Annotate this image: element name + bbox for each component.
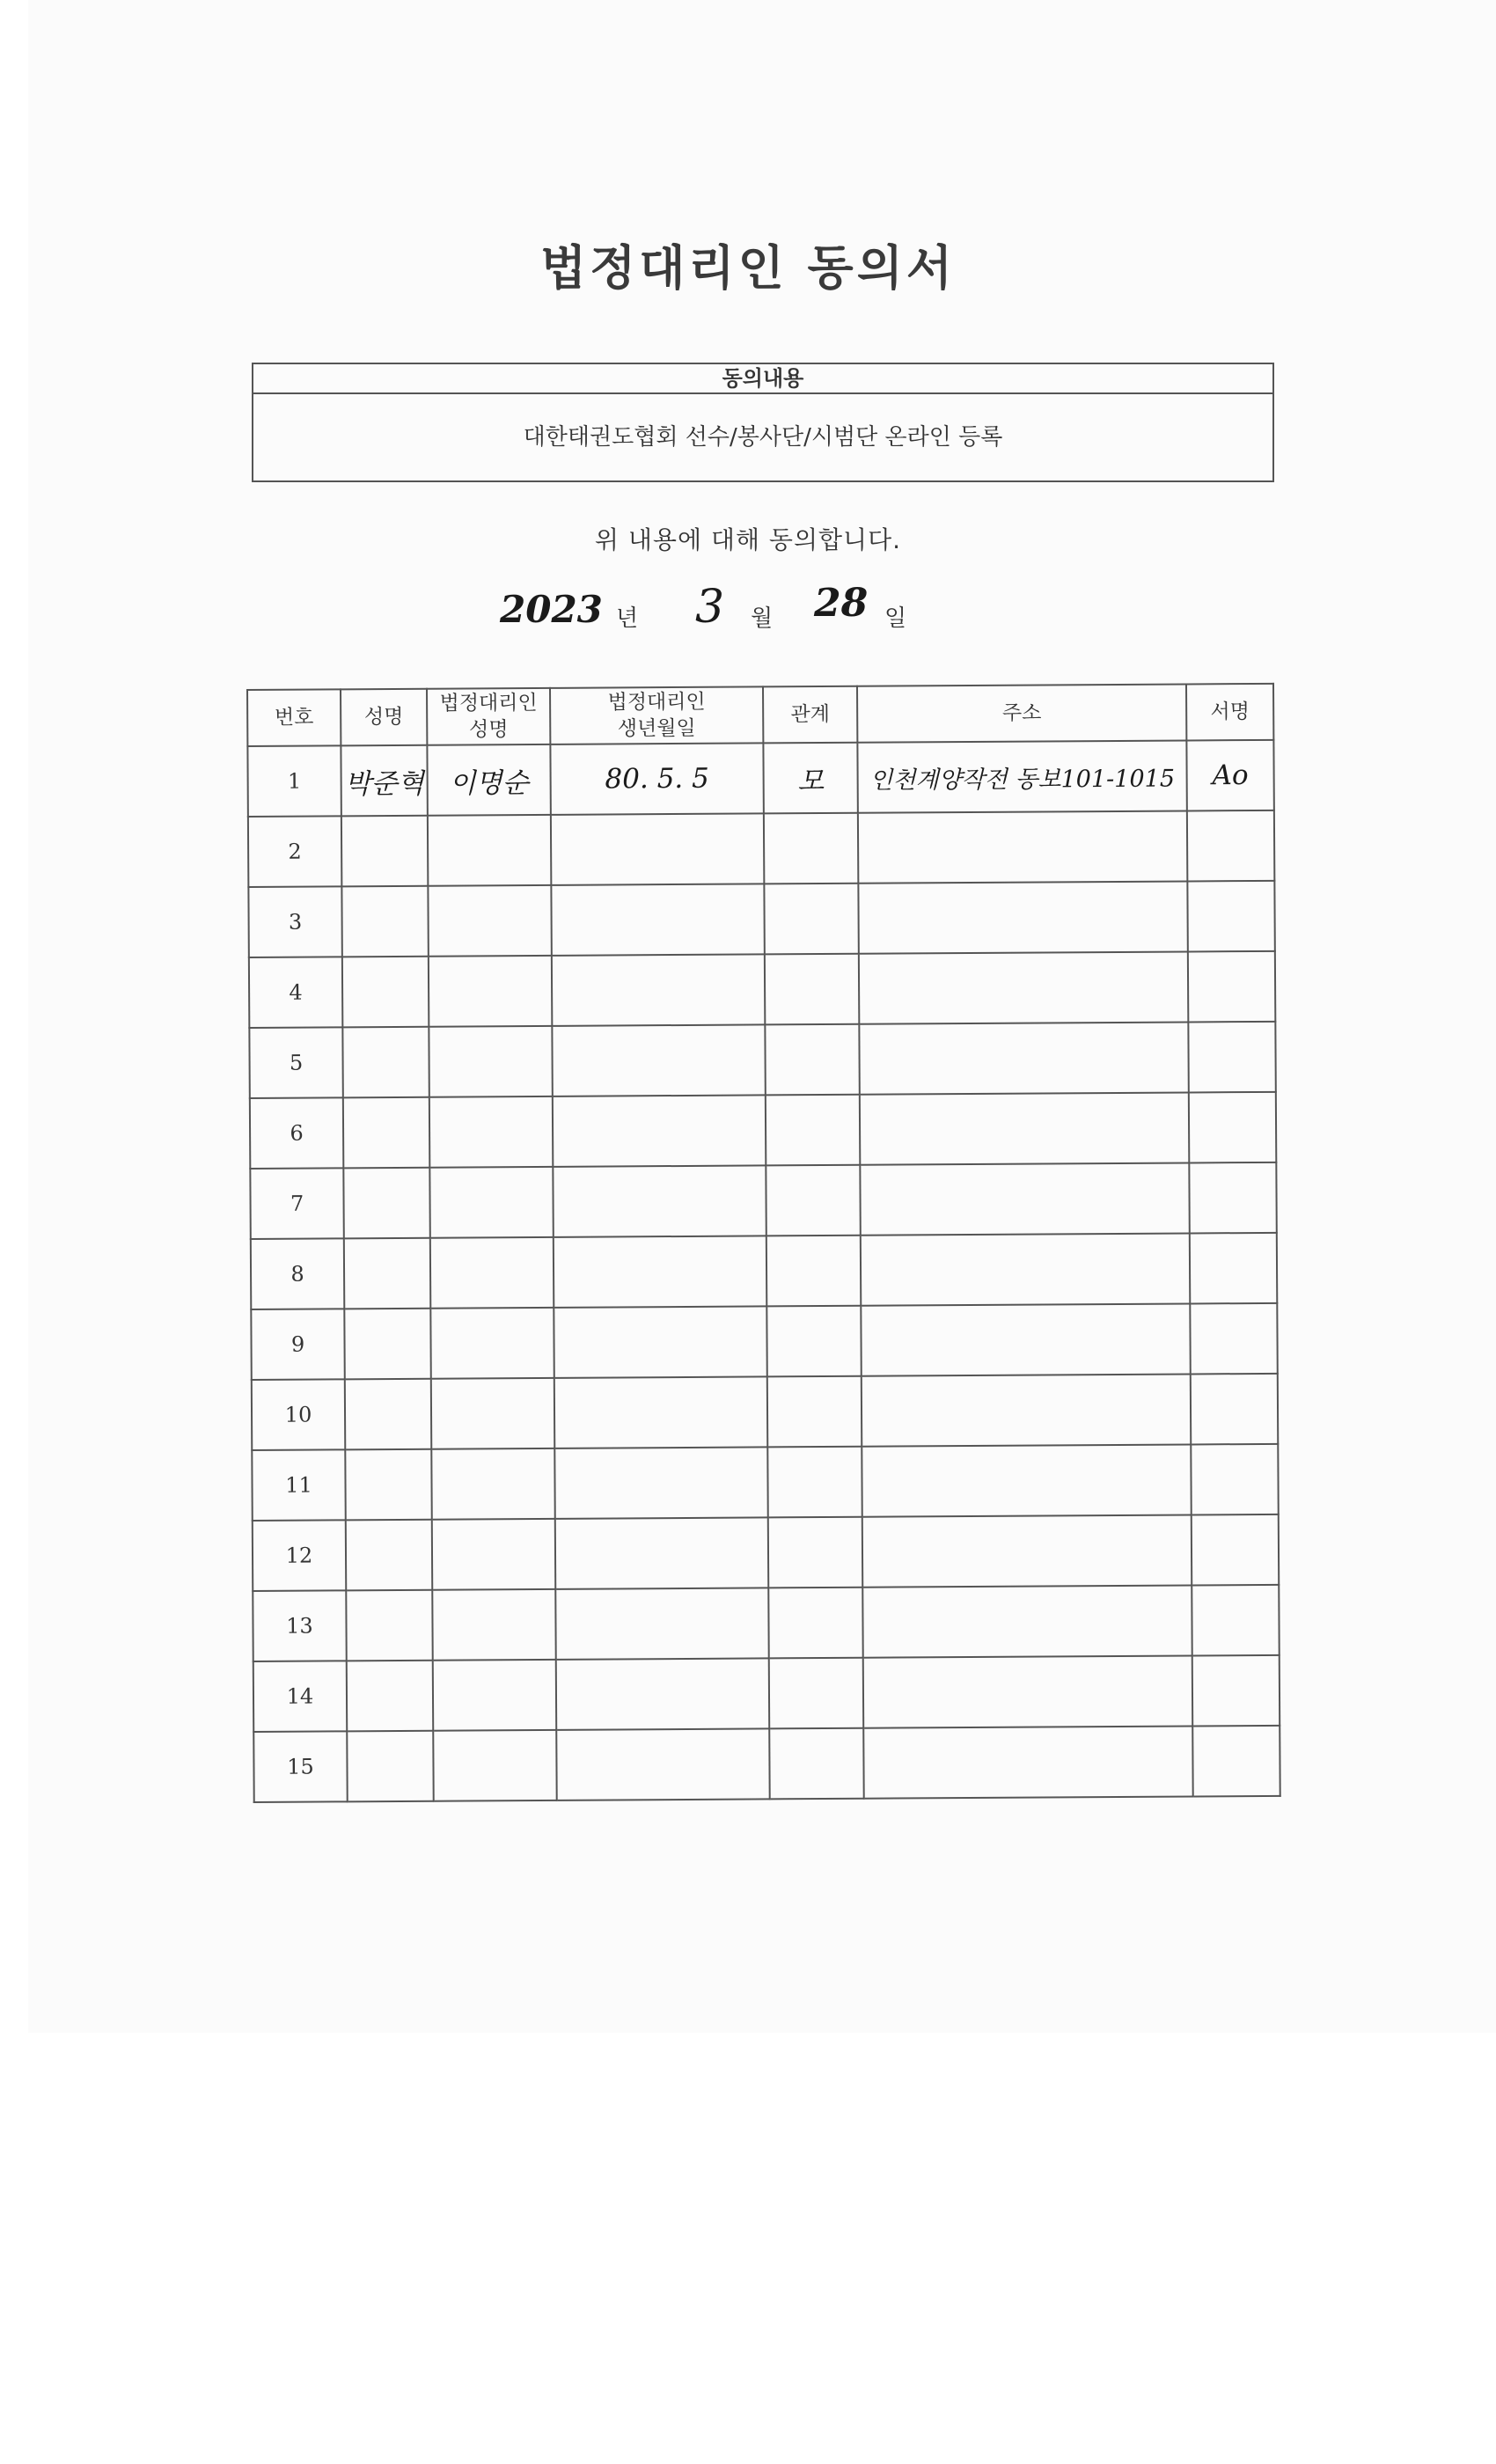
table-row	[248, 881, 1274, 957]
cell-relation	[766, 1165, 860, 1236]
table-row	[249, 1022, 1275, 1098]
cell-guardian-birth	[552, 1024, 765, 1096]
document-title: 법정대리인 동의서	[539, 240, 957, 296]
cell-address	[861, 1303, 1190, 1375]
cell-address	[857, 740, 1186, 812]
cell-guardian-name	[430, 1237, 554, 1309]
cell-number: 14	[253, 1661, 347, 1732]
cell-guardian-birth	[555, 1588, 768, 1659]
cell-name	[347, 1661, 433, 1732]
consent-header: 동의내용	[253, 364, 1272, 394]
cell-guardian-birth	[555, 1517, 768, 1588]
cell-guardian-name	[431, 1378, 554, 1449]
table-header-row	[247, 684, 1273, 746]
cell-number: 12	[253, 1520, 346, 1591]
cell-number: 6	[250, 1097, 343, 1169]
cell-guardian-name	[432, 1589, 555, 1661]
cell-address	[859, 1022, 1188, 1094]
cell-guardian-name	[428, 885, 551, 957]
cell-signature	[1186, 740, 1273, 811]
cell-number: 9	[251, 1309, 344, 1380]
cell-address	[858, 881, 1187, 953]
cell-name	[346, 1520, 432, 1591]
cell-relation	[766, 1095, 860, 1166]
table-row	[253, 1514, 1279, 1591]
cell-address	[862, 1585, 1192, 1657]
cell-guardian-name	[429, 956, 552, 1027]
cell-relation	[766, 1306, 861, 1377]
cell-guardian-name	[429, 1096, 553, 1168]
cell-address-text: 인천계양작전 동보101-1015	[869, 765, 1176, 795]
table-row	[249, 951, 1275, 1028]
cell-address	[862, 1514, 1192, 1587]
cell-name	[343, 1097, 429, 1169]
cell-guardian-birth	[550, 743, 763, 814]
cell-guardian-name	[432, 1519, 555, 1590]
cell-name	[345, 1379, 431, 1450]
header-guardian-birth	[550, 686, 763, 744]
cell-signature	[1192, 1585, 1279, 1656]
cell-signature	[1187, 810, 1274, 882]
table-row	[253, 1726, 1280, 1802]
cell-name	[344, 1309, 430, 1380]
cell-name	[341, 886, 428, 957]
table-row	[253, 1585, 1279, 1661]
cell-signature	[1187, 881, 1274, 952]
header-relation: 관계	[763, 686, 857, 744]
cell-signature	[1188, 1022, 1275, 1093]
cell-guardian-name	[431, 1448, 554, 1520]
cell-address	[863, 1726, 1192, 1798]
guardian-table	[246, 683, 1281, 1803]
cell-relation	[766, 1236, 861, 1307]
cell-address	[862, 1444, 1191, 1516]
header-guardian-name-line1: 법정대리인	[439, 691, 538, 715]
consent-text: 대한태권도협회 선수/봉사단/시범단 온라인 등록	[523, 424, 1003, 451]
header-address: 주소	[857, 684, 1186, 742]
table-row	[247, 740, 1273, 817]
cell-guardian-birth	[553, 1165, 766, 1236]
cell-address	[859, 951, 1188, 1023]
table-row	[248, 810, 1274, 887]
cell-signature	[1190, 1233, 1277, 1304]
header-guardian-name-line2: 성명	[468, 718, 509, 742]
cell-guardian-name	[433, 1660, 556, 1731]
cell-name	[345, 1449, 431, 1521]
cell-signature	[1189, 1162, 1276, 1234]
date-month: 3	[695, 581, 725, 634]
header-name: 성명	[341, 689, 427, 746]
header-number: 번호	[247, 689, 341, 746]
cell-guardian-birth	[556, 1728, 769, 1800]
cell-address	[863, 1655, 1192, 1727]
cell-signature	[1192, 1514, 1279, 1586]
date-month-unit: 월	[751, 605, 774, 632]
cell-guardian-birth	[553, 1095, 766, 1166]
cell-number: 5	[249, 1027, 342, 1098]
table-row	[250, 1162, 1276, 1239]
cell-guardian-name	[428, 815, 551, 886]
cell-relation	[768, 1588, 862, 1659]
cell-number: 13	[253, 1590, 346, 1661]
cell-number: 15	[253, 1731, 347, 1802]
cell-guardian-birth	[554, 1236, 766, 1307]
cell-relation	[769, 1658, 863, 1729]
cell-number: 2	[248, 816, 341, 887]
cell-relation	[764, 884, 858, 955]
cell-number: 4	[249, 957, 342, 1028]
date-day-unit: 일	[884, 605, 907, 632]
date-year-unit: 년	[616, 605, 639, 632]
agree-statement: 위 내용에 대해 동의합니다.	[594, 525, 902, 554]
cell-name	[346, 1590, 432, 1661]
cell-number: 3	[248, 886, 341, 957]
cell-relation	[768, 1517, 862, 1588]
table-row	[251, 1303, 1277, 1380]
cell-guardian-name	[429, 1167, 553, 1238]
cell-guardian-birth-text: 80. 5. 5	[605, 762, 709, 796]
cell-address	[862, 1374, 1191, 1446]
cell-guardian-birth	[552, 954, 765, 1025]
cell-signature	[1191, 1374, 1278, 1445]
cell-name	[342, 957, 429, 1028]
cell-signature-text: Ao	[1212, 759, 1249, 792]
header-guardian-name	[427, 688, 550, 745]
cell-guardian-birth	[554, 1447, 767, 1518]
cell-guardian-birth	[551, 813, 764, 884]
cell-address	[858, 810, 1187, 883]
cell-guardian-birth	[551, 884, 764, 955]
header-signature: 서명	[1186, 684, 1273, 741]
cell-name	[347, 1731, 433, 1802]
date-line	[0, 581, 1496, 642]
cell-relation	[765, 1024, 859, 1096]
cell-relation	[764, 813, 858, 884]
cell-number: 1	[247, 745, 341, 817]
cell-signature	[1189, 1092, 1276, 1163]
cell-guardian-name-text: 이명순	[449, 766, 529, 800]
cell-number: 11	[252, 1449, 345, 1521]
cell-relation	[767, 1447, 862, 1518]
cell-signature	[1192, 1726, 1280, 1797]
cell-relation	[763, 743, 857, 814]
cell-signature	[1190, 1303, 1277, 1375]
cell-address	[860, 1092, 1189, 1164]
cell-guardian-name	[433, 1730, 556, 1801]
cell-address	[861, 1233, 1190, 1305]
cell-number: 10	[252, 1379, 345, 1450]
cell-relation	[769, 1728, 863, 1800]
cell-guardian-name	[430, 1308, 554, 1379]
cell-signature	[1192, 1655, 1280, 1727]
cell-name	[341, 816, 428, 887]
table-row	[253, 1655, 1280, 1732]
cell-relation-text: 모	[797, 765, 825, 797]
cell-guardian-birth	[554, 1376, 767, 1448]
cell-address	[860, 1162, 1189, 1235]
date-year: 2023	[500, 588, 603, 631]
cell-name	[341, 745, 427, 817]
date-day: 28	[814, 581, 869, 626]
consent-box	[252, 363, 1274, 482]
cell-name	[342, 1027, 429, 1098]
header-guardian-birth-line2: 생년월일	[617, 716, 696, 741]
cell-name	[343, 1168, 429, 1239]
cell-guardian-birth	[554, 1306, 766, 1377]
cell-guardian-name	[427, 744, 550, 816]
table-row	[251, 1233, 1277, 1309]
header-guardian-birth-line1: 법정대리인	[607, 690, 706, 715]
cell-signature	[1188, 951, 1275, 1023]
table-row	[252, 1444, 1278, 1521]
cell-name-text: 박준혁	[344, 767, 424, 800]
cell-number: 7	[250, 1168, 343, 1239]
table-row	[250, 1092, 1276, 1169]
cell-number: 8	[251, 1238, 344, 1309]
cell-relation	[767, 1376, 862, 1448]
cell-name	[344, 1238, 430, 1309]
table-row	[252, 1374, 1278, 1450]
cell-signature	[1191, 1444, 1278, 1515]
cell-relation	[765, 954, 859, 1025]
cell-guardian-birth	[556, 1658, 769, 1729]
cell-guardian-name	[429, 1026, 552, 1097]
